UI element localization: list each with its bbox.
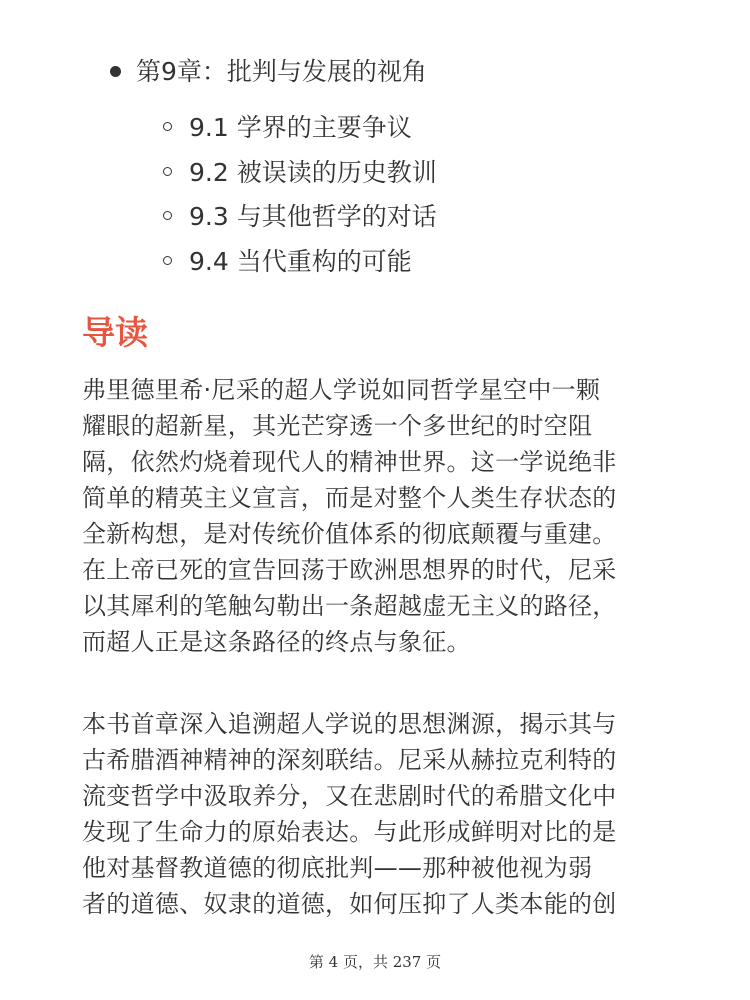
toc-section-title: 9.3 与其他哲学的对话 — [189, 202, 437, 231]
section-heading: 导读 — [82, 313, 148, 352]
toc-chapter-title: 第9章：批判与发展的视角 — [136, 57, 427, 86]
body-paragraph: 弗里德里希·尼采的超人学说如同哲学星空中一颗 耀眼的超新星，其光芒穿透一个多世纪的时空阻 隔，依然灼烧着现代人的精神世界。这一学说绝非 简单的精英主义宣言，而是对整个人类生存状态的 全新构想，是对传统价值体系的彻底颠覆与重建。 在上帝已死的宣告回荡于欧洲思想界的时代，尼采 以其犀利的笔触勾勒出一条超越虚无主义的路径， 而超人正是这条路径的终点与象征。 — [82, 376, 617, 656]
toc-section-item — [110, 240, 710, 285]
toc-section-item — [110, 151, 710, 196]
bullet-circle-icon — [163, 256, 172, 265]
toc-section-title: 9.1 学界的主要争议 — [189, 113, 412, 142]
bullet-circle-icon — [163, 211, 172, 220]
bullet-disc-icon — [110, 66, 121, 77]
toc-section-title: 9.4 当代重构的可能 — [189, 246, 412, 276]
table-of-contents — [110, 50, 710, 284]
toc-section-item — [110, 106, 710, 151]
toc-section-item — [110, 195, 710, 240]
bullet-circle-icon — [163, 167, 172, 176]
toc-chapter-item — [110, 50, 710, 94]
bullet-circle-icon — [163, 122, 172, 131]
body-paragraph: 本书首章深入追溯超人学说的思想渊源，揭示其与 古希腊酒神精神的深刻联结。尼采从赫拉克利特的 流变哲学中汲取养分，又在悲剧时代的希腊文化中 发现了生命力的原始表达。与此形成鲜明对比的是 他对基督教道德的彻底批判——那种被他视为弱 者的道德、奴隶的道德，如何压抑了人类本能的创 — [82, 710, 617, 918]
page-number-footer: 第 4 页，共 237 页 — [308, 953, 442, 971]
toc-section-list — [110, 106, 710, 284]
toc-section-title: 9.2 被误读的历史教训 — [189, 157, 437, 187]
